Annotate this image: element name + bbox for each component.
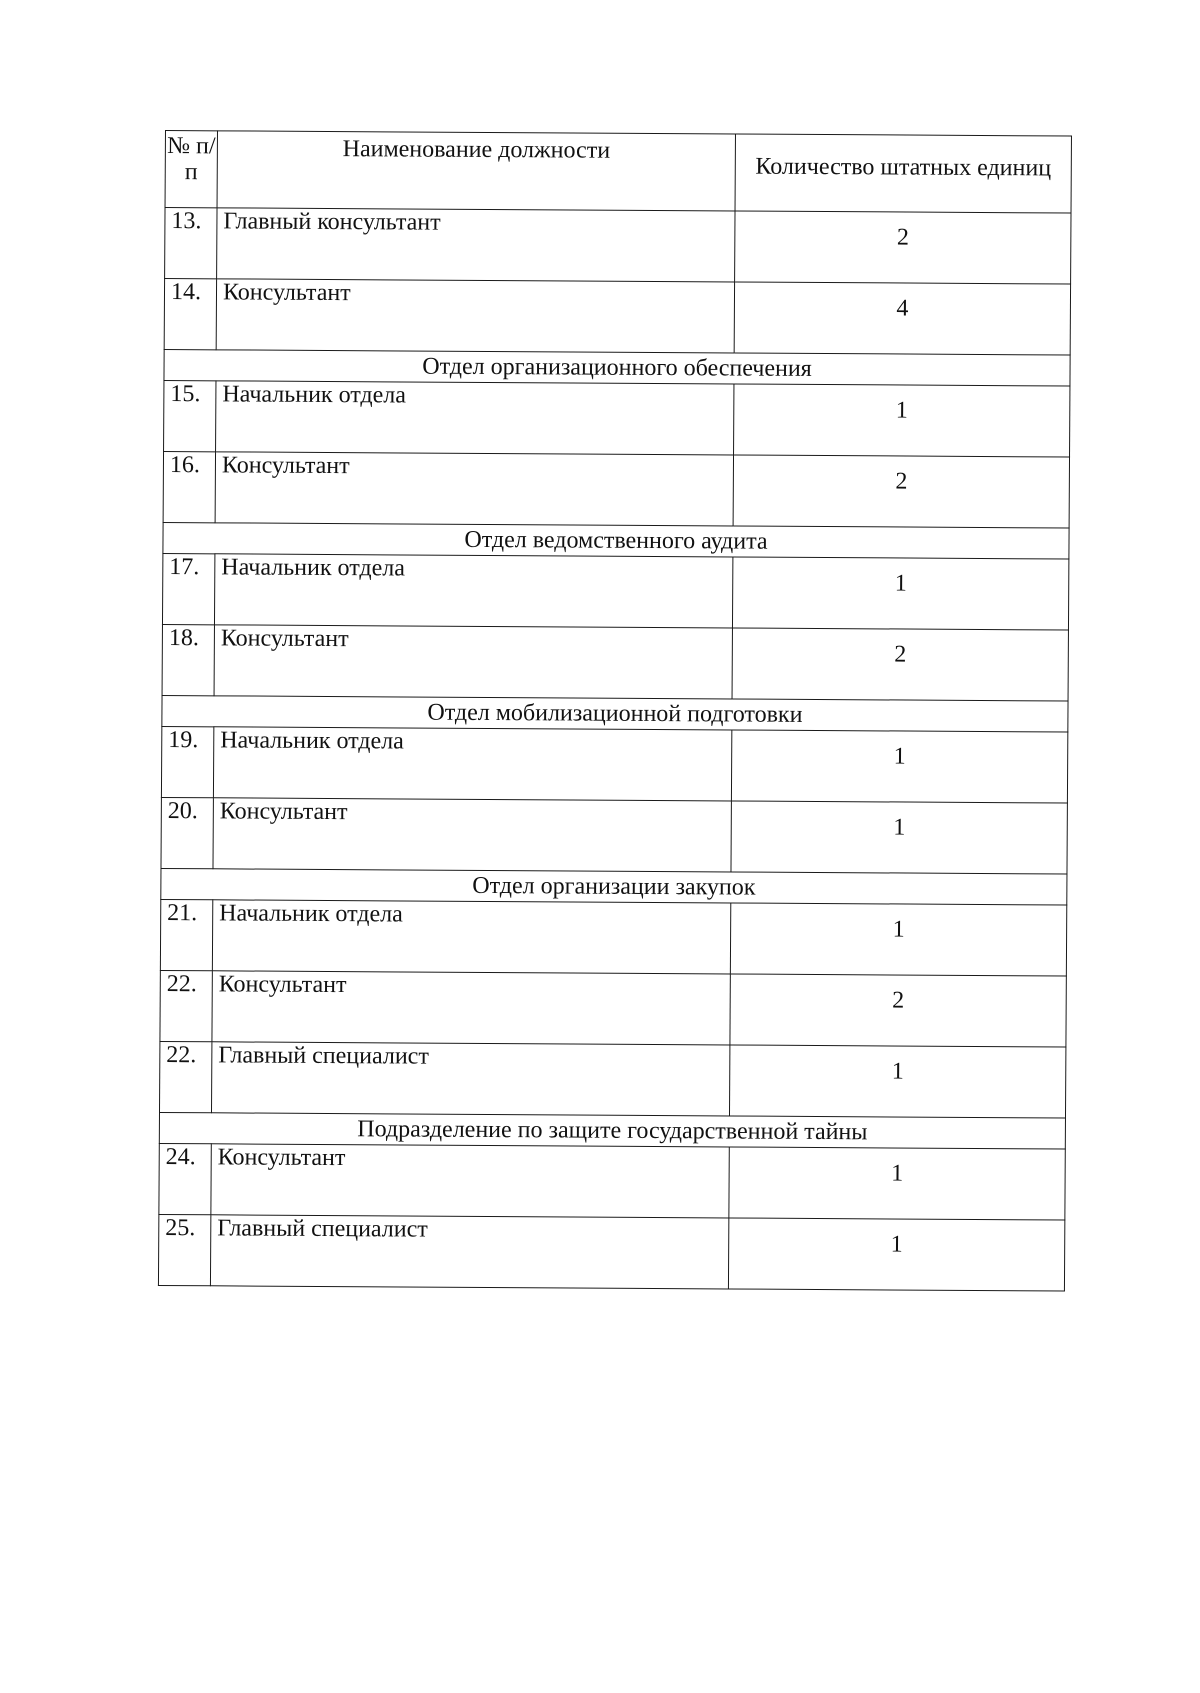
staff-count: 1	[728, 1218, 1064, 1291]
table-row	[161, 726, 1067, 803]
staff-count: 1	[731, 730, 1067, 803]
table-row	[160, 899, 1066, 976]
row-number: 22.	[160, 970, 212, 1041]
table-row	[158, 1214, 1064, 1291]
staff-count: 2	[730, 974, 1066, 1047]
staff-count: 1	[731, 801, 1067, 874]
position-name: Начальник отдела	[213, 727, 731, 801]
table-row	[161, 797, 1067, 874]
section-title: Отдел организации закупок	[161, 868, 1067, 905]
position-name: Начальник отдела	[214, 554, 732, 628]
row-number: 20.	[161, 797, 213, 868]
position-name: Главный специалист	[211, 1042, 729, 1116]
header-number: № п/п	[165, 131, 217, 208]
position-name: Консультант	[215, 452, 733, 526]
table-row	[159, 1041, 1065, 1118]
staff-count: 1	[729, 1045, 1065, 1118]
table-row	[163, 451, 1069, 528]
table-header-row	[165, 131, 1071, 214]
position-name: Начальник отдела	[216, 381, 734, 455]
section-title: Отдел мобилизационной подготовки	[162, 695, 1068, 732]
staff-count: 1	[732, 557, 1068, 630]
staff-count: 1	[729, 1147, 1065, 1220]
table-row	[160, 970, 1066, 1047]
staff-count: 2	[735, 211, 1071, 284]
position-name: Консультант	[212, 971, 730, 1045]
section-title: Отдел организационного обеспечения	[164, 349, 1070, 386]
position-name: Начальник отдела	[212, 900, 730, 974]
row-number: 21.	[160, 899, 212, 970]
row-number: 25.	[158, 1214, 210, 1285]
table-row	[162, 624, 1068, 701]
section-title: Отдел ведомственного аудита	[163, 522, 1069, 559]
row-number: 13.	[165, 208, 217, 279]
table-row	[164, 380, 1070, 457]
staff-count: 2	[733, 455, 1069, 528]
staff-table	[158, 130, 1072, 1292]
row-number: 22.	[159, 1041, 211, 1112]
row-number: 14.	[164, 279, 216, 350]
row-number: 24.	[159, 1143, 211, 1214]
header-staff-count: Количество штатных единиц	[735, 134, 1071, 213]
row-number: 18.	[162, 624, 214, 695]
row-number: 15.	[164, 380, 216, 451]
staff-count: 1	[730, 903, 1066, 976]
table-row	[164, 279, 1070, 356]
position-name: Главный специалист	[210, 1215, 728, 1289]
staff-count: 1	[734, 384, 1070, 457]
staff-count: 4	[734, 282, 1070, 355]
table-row	[165, 208, 1071, 285]
row-number: 17.	[162, 553, 214, 624]
header-position-name: Наименование должности	[217, 131, 735, 211]
row-number: 16.	[163, 451, 215, 522]
section-title: Подразделение по защите государственной тайны	[159, 1112, 1065, 1149]
position-name: Консультант	[213, 798, 731, 872]
staff-table-container	[158, 130, 1071, 1292]
table-row	[159, 1143, 1065, 1220]
table-row	[162, 553, 1068, 630]
position-name: Консультант	[216, 279, 734, 353]
position-name: Консультант	[211, 1144, 729, 1218]
position-name: Главный консультант	[217, 208, 735, 282]
position-name: Консультант	[214, 625, 732, 699]
row-number: 19.	[161, 726, 213, 797]
staff-count: 2	[732, 628, 1068, 701]
